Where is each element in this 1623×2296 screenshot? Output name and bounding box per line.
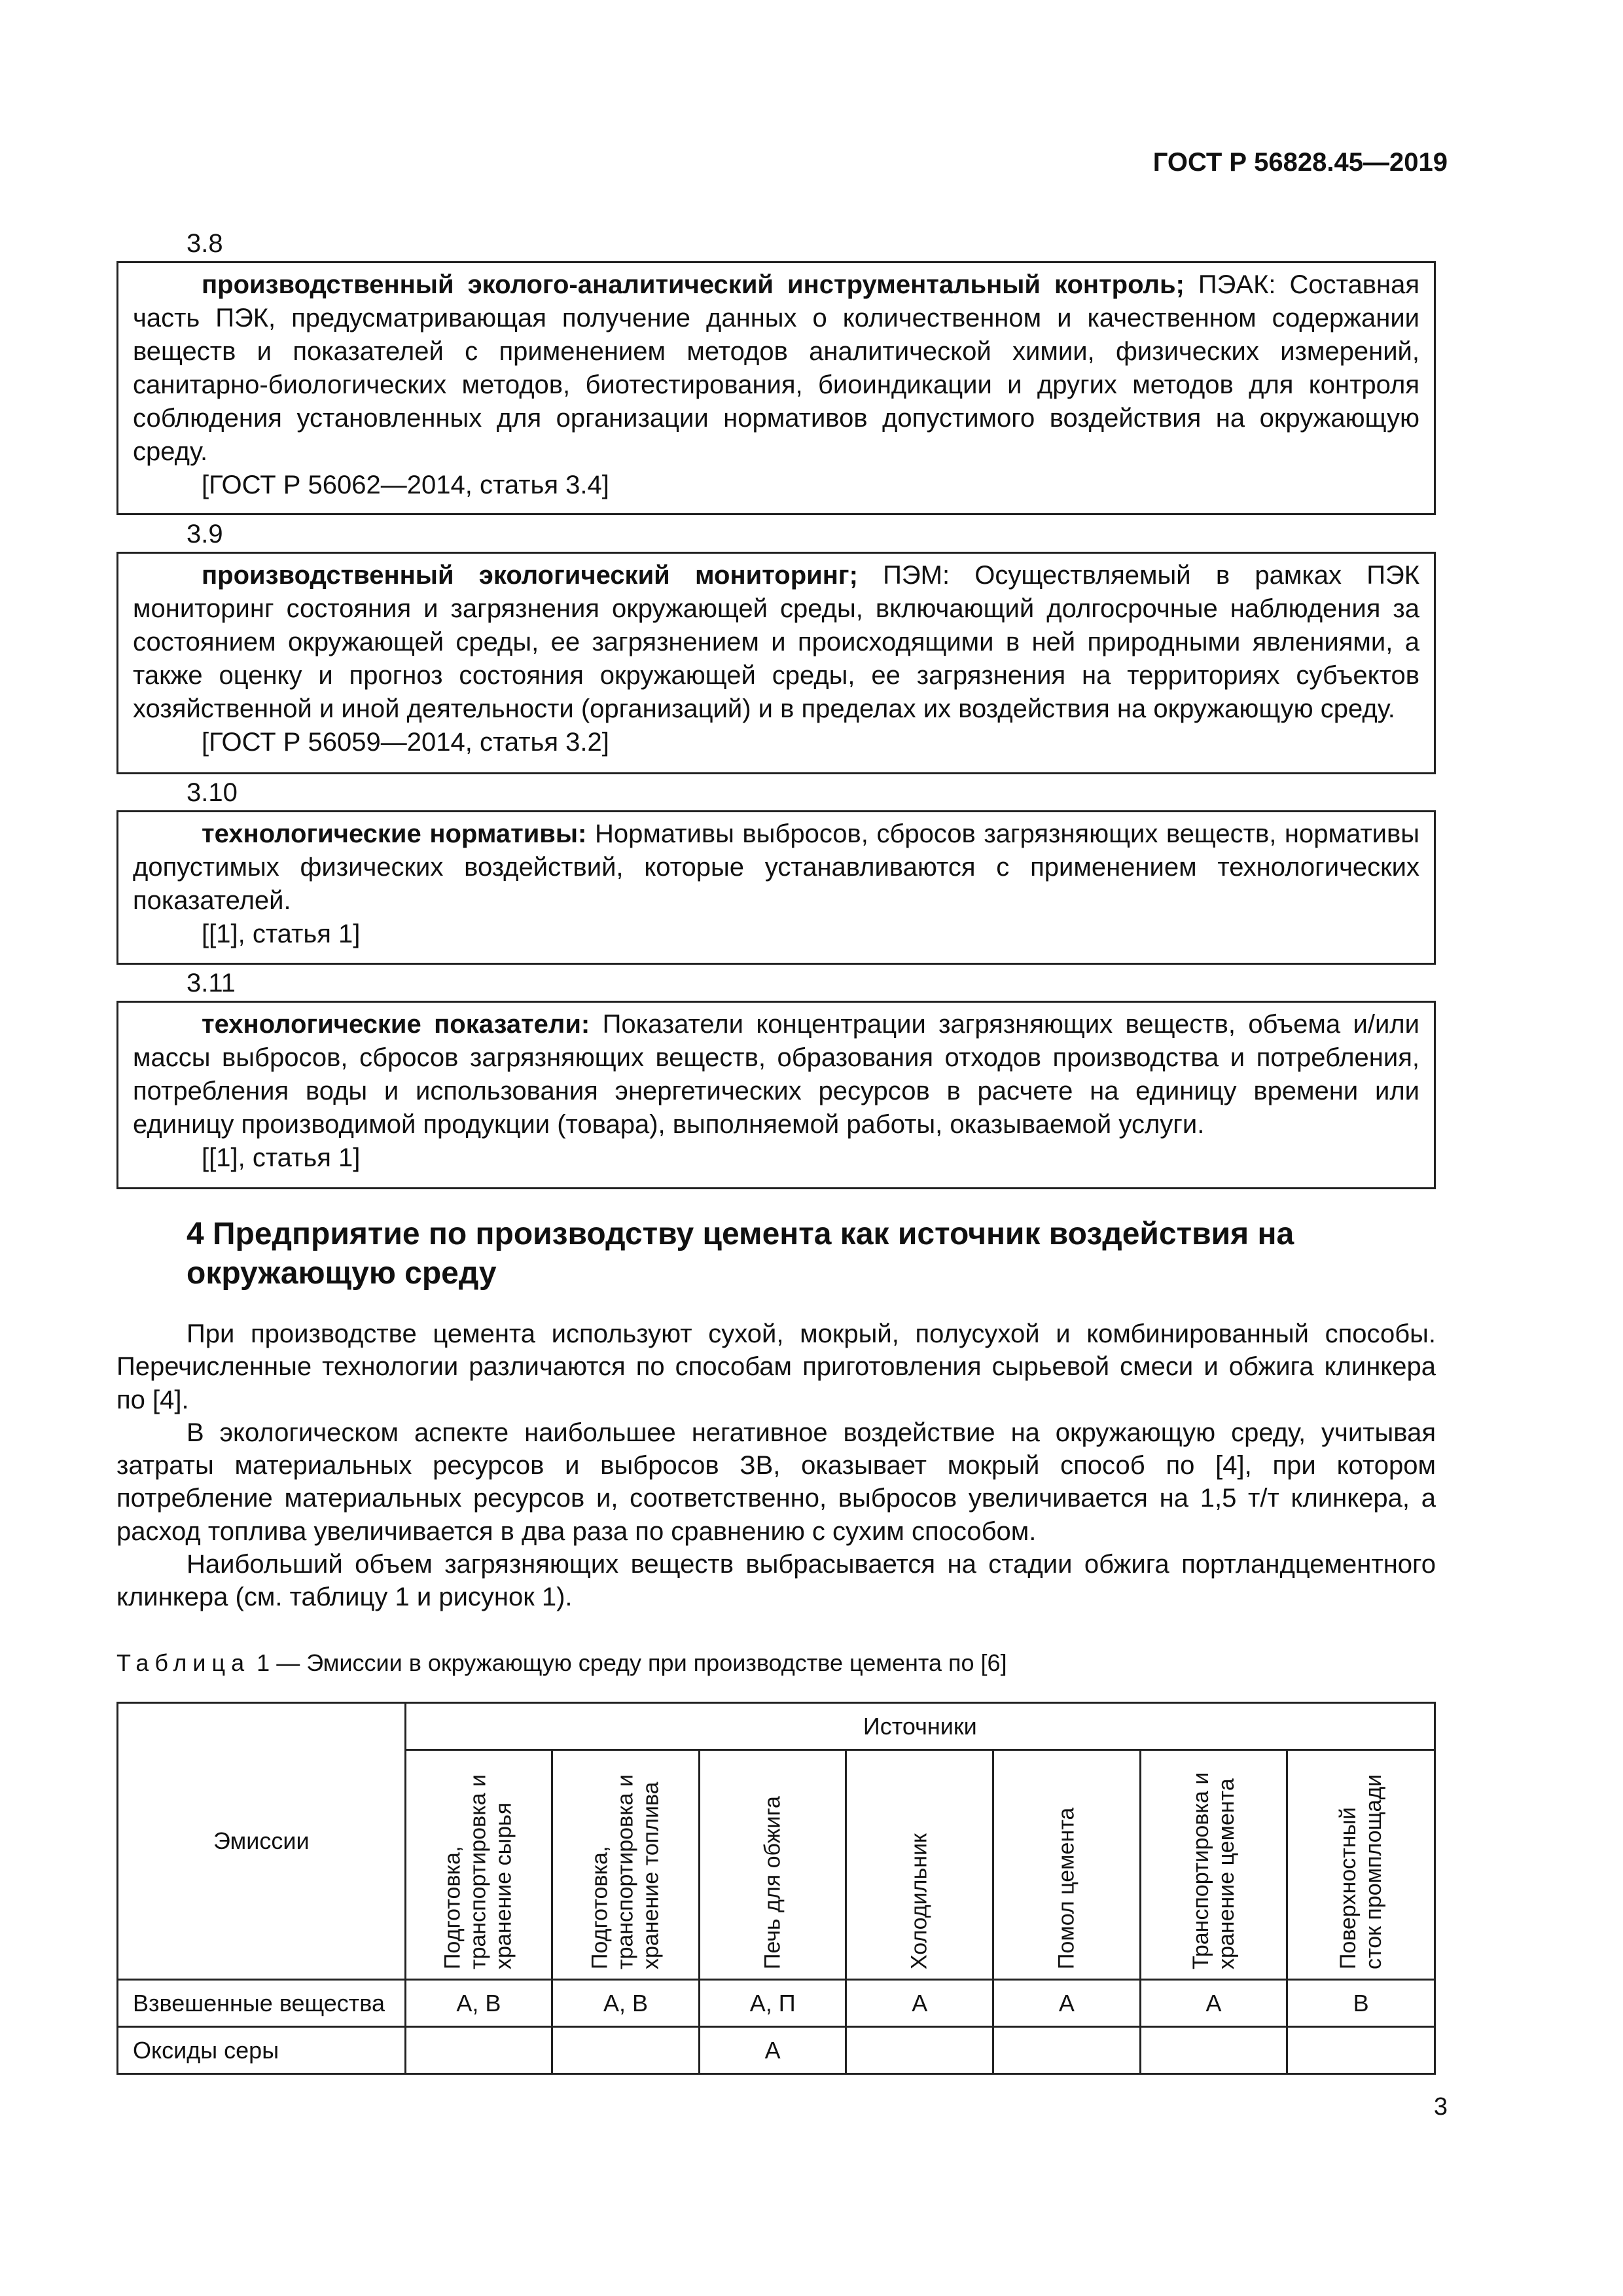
term-number: 3.10 bbox=[187, 778, 238, 807]
column-header bbox=[1140, 1750, 1287, 1980]
term-source: [[1], статья 1] bbox=[202, 1143, 361, 1172]
column-header-label: Подготовка, транспортировка и хранение сырья bbox=[440, 1774, 516, 1969]
table-cell: А, В bbox=[405, 1980, 552, 2027]
term-definition-box bbox=[116, 1001, 1436, 1189]
table-caption-text: 1 — Эмиссии в окружающую среду при производстве цемента по [6] bbox=[257, 1649, 1007, 1676]
term-source: [ГОСТ Р 56059—2014, статья 3.2] bbox=[202, 728, 609, 757]
column-header-label: Помол цемента bbox=[1054, 1807, 1079, 1969]
row-label: Взвешенные вещества bbox=[118, 1980, 406, 2027]
table-caption bbox=[116, 1649, 1007, 1677]
term-name: производственный эколого-аналитический инструментальный контроль; bbox=[202, 270, 1185, 299]
row-label: Оксиды серы bbox=[118, 2027, 406, 2074]
term-name: производственный экологический мониторинг; bbox=[202, 561, 858, 590]
column-header-label: Печь для обжига bbox=[760, 1796, 785, 1969]
term-name: технологические показатели: bbox=[202, 1010, 590, 1039]
row-header-cell: Эмиссии bbox=[118, 1703, 406, 1980]
table-caption-label: Таблица bbox=[116, 1649, 251, 1676]
column-header-label: Холодильник bbox=[906, 1833, 932, 1969]
column-header bbox=[405, 1750, 552, 1980]
table-cell: В bbox=[1287, 1980, 1435, 2027]
term-number: 3.9 bbox=[187, 520, 223, 548]
term-source: [[1], статья 1] bbox=[202, 920, 361, 948]
group-header-cell: Источники bbox=[405, 1703, 1435, 1750]
column-header-label: Подготовка, транспортировка и хранение топлива bbox=[587, 1774, 664, 1969]
table-cell: А, П bbox=[699, 1980, 846, 2027]
table-cell bbox=[993, 2027, 1141, 2074]
term-definition-box bbox=[116, 552, 1436, 774]
table-cell: А bbox=[993, 1980, 1141, 2027]
term-source: [ГОСТ Р 56062—2014, статья 3.4] bbox=[202, 471, 609, 499]
term-definition: ПЭМ: Осуществляемый в рамках ПЭК мониторинг состояния и загрязнения окружающей среды, включающий долгосрочные наблюдения за состоянием окружающей среды, ее загрязнением и происходящими в ней природными явлениями, а также оценку и прогноз состояния окружающей среды, ее загрязнения на территориях субъектов хозяйственной и иной деятельности (организаций) и в пределах их воздействия на окружающую среду. bbox=[133, 561, 1419, 723]
table-cell: А bbox=[1140, 1980, 1287, 2027]
document-code: ГОСТ Р 56828.45—2019 bbox=[1152, 148, 1448, 177]
term-definition-box bbox=[116, 261, 1436, 515]
page-number: 3 bbox=[1433, 2093, 1448, 2121]
section-title: 4 Предприятие по производству цемента как источник воздействия на окружающую среду bbox=[187, 1217, 1294, 1291]
column-header bbox=[1287, 1750, 1435, 1980]
table-row bbox=[118, 2027, 1435, 2074]
column-header-label: Транспортировка и хранение цемента bbox=[1188, 1772, 1239, 1969]
column-header bbox=[699, 1750, 846, 1980]
term-definition: Нормативы выбросов, сбросов загрязняющих веществ, нормативы допустимых физических воздействий, которые устанавливаются с применением технологических показателей. bbox=[133, 819, 1419, 915]
column-header-label: Поверхностный сток промплощади bbox=[1335, 1774, 1386, 1969]
table-cell bbox=[552, 2027, 700, 2074]
column-header bbox=[993, 1750, 1141, 1980]
term-name: технологические нормативы: bbox=[202, 819, 587, 848]
paragraph: При производстве цемента используют сухой, мокрый, полусухой и комбинированный способы. Перечисленные технологии различаются по способам приготовления сырьевой смеси и обжига клинкера по [4]. bbox=[116, 1319, 1436, 1414]
column-header bbox=[552, 1750, 700, 1980]
section-body bbox=[116, 1318, 1436, 1614]
table-cell: А bbox=[699, 2027, 846, 2074]
table-cell bbox=[846, 2027, 993, 2074]
term-definition-box bbox=[116, 810, 1436, 965]
table-cell bbox=[405, 2027, 552, 2074]
paragraph: Наибольший объем загрязняющих веществ выбрасывается на стадии обжига портландцементного клинкера (см. таблицу 1 и рисунок 1). bbox=[116, 1550, 1436, 1612]
term-number: 3.11 bbox=[187, 969, 236, 997]
table-cell bbox=[1140, 2027, 1287, 2074]
term-definition: Показатели концентрации загрязняющих веществ, объема и/или массы выбросов, сбросов загрязняющих веществ, образования отходов производства и потребления, потребления воды и использования энергетических ресурсов в расчете на единицу времени или единицу производимой продукции (товара), выполняемой работы, оказываемой услуги. bbox=[133, 1010, 1419, 1139]
table-cell: А, В bbox=[552, 1980, 700, 2027]
column-header bbox=[846, 1750, 993, 1980]
table-cell bbox=[1287, 2027, 1435, 2074]
table-cell: А bbox=[846, 1980, 993, 2027]
paragraph: В экологическом аспекте наибольшее негативное воздействие на окружающую среду, учитывая затраты материальных ресурсов и выбросов ЗВ, оказывает мокрый способ по [4], при котором потребление материальных ресурсов и, соответственно, выбросов увеличивается на 1,5 т/т клинкера, а расход топлива увеличивается в два раза по сравнению с сухим способом. bbox=[116, 1418, 1436, 1546]
term-number: 3.8 bbox=[187, 229, 223, 258]
term-definition: ПЭАК: Составная часть ПЭК, предусматривающая получение данных о количественном и качественном содержании веществ и показателей с применением методов аналитической химии, физических измерений, санитарно-биологических методов, биотестирования, биоиндикации и других методов для контроля соблюдения установленных для организации нормативов допустимого воздействия на окружающую среду. bbox=[133, 270, 1419, 466]
emissions-table bbox=[116, 1702, 1436, 2075]
table-row bbox=[118, 1980, 1435, 2027]
